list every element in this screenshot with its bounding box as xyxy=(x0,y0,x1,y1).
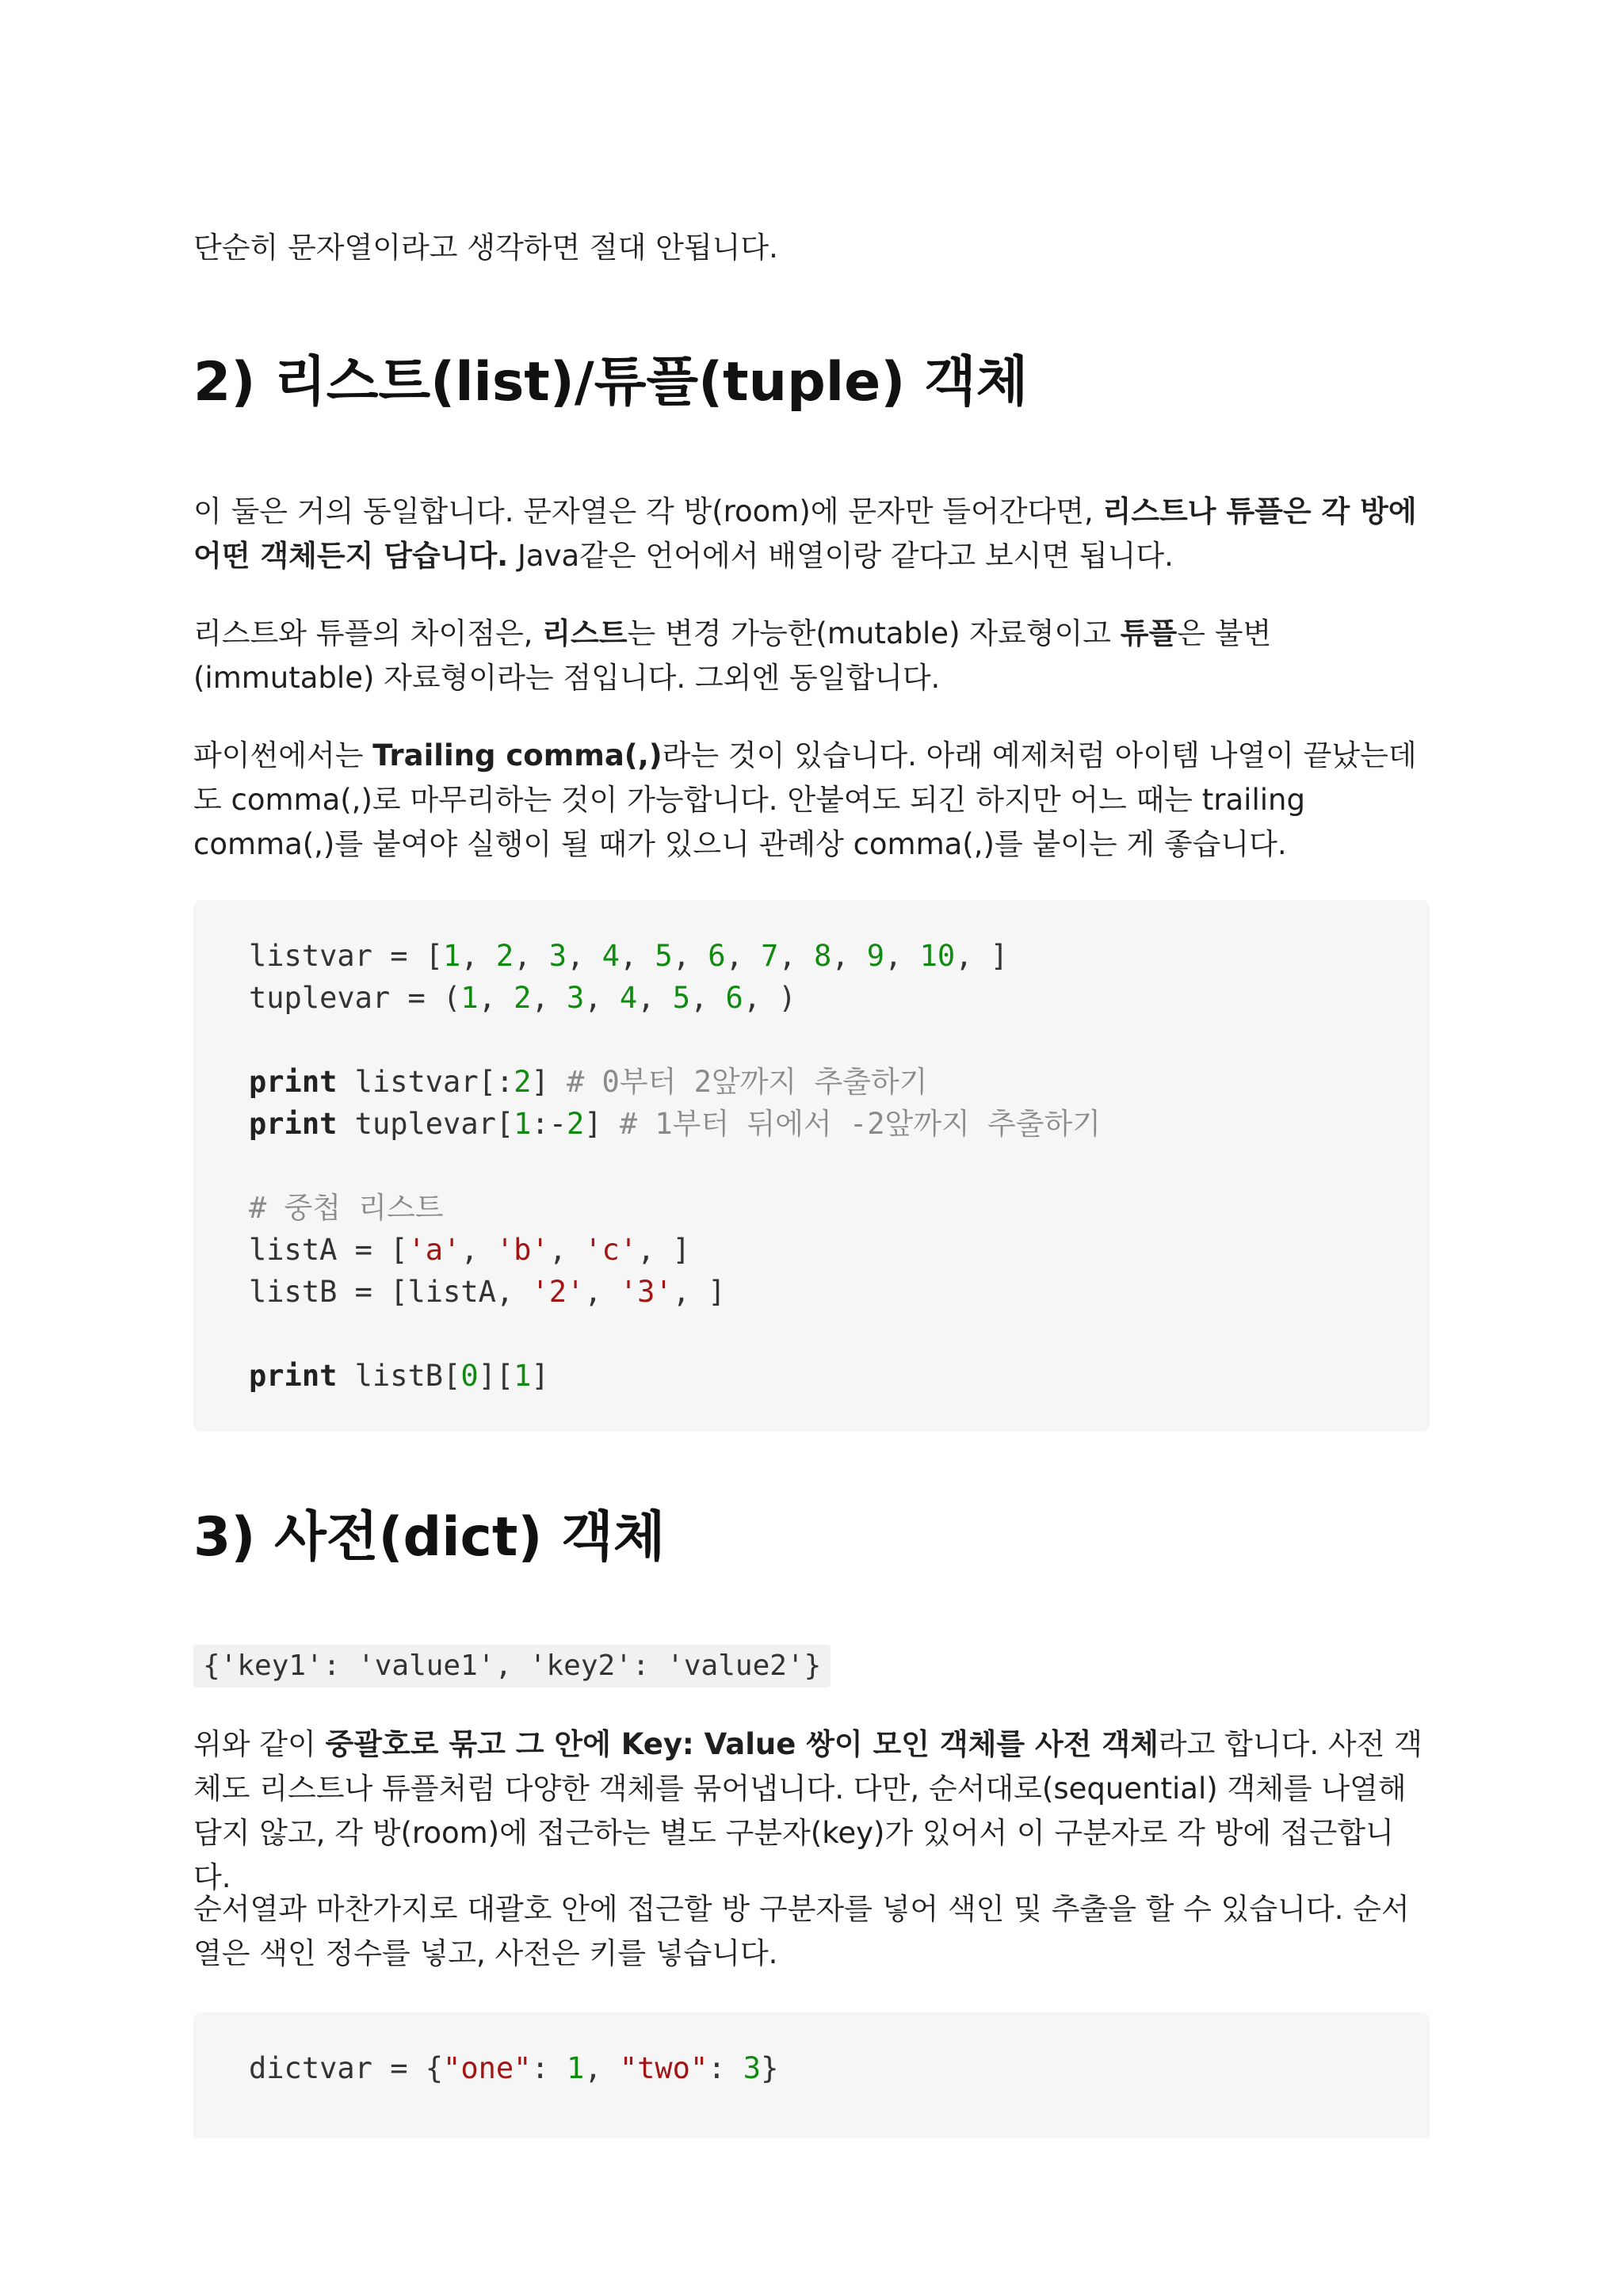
code-comment: # 중첩 리스트 xyxy=(249,1191,444,1225)
inline-code-wrapper xyxy=(193,1645,831,1688)
section-2-paragraph-1 xyxy=(193,490,1430,578)
text-run: 파이썬에서는 xyxy=(193,738,373,772)
code-identifier: tuplevar xyxy=(249,981,391,1015)
text-run: 위와 같이 xyxy=(193,1727,326,1761)
text-run: 는 변경 가능한(mutable) 자료형이고 xyxy=(627,616,1121,650)
code-keyword: print xyxy=(249,1359,338,1393)
code-line-blank xyxy=(249,1145,1374,1187)
section-2-heading: 2) 리스트(list)/튜플(tuple) 객체 xyxy=(193,351,1029,414)
section-3-paragraph-1 xyxy=(193,1722,1430,1900)
code-comment: # 1부터 뒤에서 -2앞까지 추출하기 xyxy=(619,1107,1101,1141)
code-identifier: listA xyxy=(249,1233,338,1267)
section-2-paragraph-3 xyxy=(193,734,1430,867)
code-identifier: listvar xyxy=(249,939,372,973)
text-run: 라고 합니다. 사전 객체도 리스트나 튜플처럼 다양한 객체를 묶어냅니다. 다만, 순서대로(sequential) 객체를 나열해 담지 않고, 각 방(room)에 접근하는 별도 구분자(key)가 있어서 이 구분자로 각 방에 접근합니다. xyxy=(193,1727,1423,1894)
code-line-blank xyxy=(249,1313,1374,1355)
code-line: print tuplevar[1:-2] # 1부터 뒤에서 -2앞까지 추출하기 xyxy=(249,1107,1101,1141)
section-2-paragraph-2 xyxy=(193,612,1430,700)
code-comment: # 0부터 2앞까지 추출하기 xyxy=(567,1065,928,1099)
text-run: Java같은 언어에서 배열이랑 같다고 보시면 됩니다. xyxy=(508,539,1174,573)
code-keyword: print xyxy=(249,1065,338,1099)
code-line: listB = [listA, '2', '3', ] xyxy=(249,1275,726,1309)
code-line: listvar = [1, 2, 3, 4, 5, 6, 7, 8, 9, 10, ] xyxy=(249,939,1009,973)
text-run: 리스트와 튜플의 차이점은, xyxy=(193,616,543,650)
code-keyword: print xyxy=(249,1107,338,1141)
section-3-heading: 3) 사전(dict) 객체 xyxy=(193,1506,666,1569)
code-identifier: dictvar xyxy=(249,2051,372,2085)
intro-paragraph: 단순히 문자열이라고 생각하면 절대 안됩니다. xyxy=(193,231,778,265)
code-block-dict xyxy=(193,2012,1430,2138)
code-line-blank xyxy=(249,1019,1374,1061)
text-run: 라는 것이 있습니다. 아래 예제처럼 아이템 나열이 끝났는데도 comma(,)로 마무리하는 것이 가능합니다. 안붙여도 되긴 하지만 어느 때는 trailing comma(,)를 붙여야 실행이 될 때가 있으니 관례상 comma(,)를 붙이는 게 좋습니다. xyxy=(193,738,1417,861)
bold-text: 중괄호로 묶고 그 안에 Key: Value 쌍이 모인 객체를 사전 객체 xyxy=(325,1727,1159,1761)
code-line: dictvar = {"one": 1, "two": 3} xyxy=(249,2051,779,2085)
bold-text: 리스트나 튜플은 각 방에 어떤 객체든지 담습니다. xyxy=(193,494,1417,573)
code-line: print listB[0][1] xyxy=(249,1359,549,1393)
code-line: tuplevar = (1, 2, 3, 4, 5, 6, ) xyxy=(249,981,796,1015)
section-3-paragraph-2: 순서열과 마찬가지로 대괄호 안에 접근할 방 구분자를 넣어 색인 및 추출을 할 수 있습니다. 순서열은 색인 정수를 넣고, 사전은 키를 넣습니다. xyxy=(193,1892,1410,1970)
code-line: listA = ['a', 'b', 'c', ] xyxy=(249,1233,690,1267)
bold-text: 튜플 xyxy=(1120,616,1178,650)
bold-text: 리스트 xyxy=(542,616,628,650)
code-line xyxy=(249,1187,1374,1229)
code-block-list-tuple xyxy=(193,900,1430,1432)
code-identifier: listB xyxy=(249,1275,338,1309)
text-run: 은 불변(immutable) 자료형이라는 점입니다. 그외엔 동일합니다. xyxy=(193,616,1272,695)
inline-code-dict-example: {'key1': 'value1', 'key2': 'value2'} xyxy=(193,1645,831,1688)
text-run: 이 둘은 거의 동일합니다. 문자열은 각 방(room)에 문자만 들어간다면, xyxy=(193,494,1103,528)
bold-text: Trailing comma(,) xyxy=(372,738,663,772)
code-line: print listvar[:2] # 0부터 2앞까지 추출하기 xyxy=(249,1065,928,1099)
